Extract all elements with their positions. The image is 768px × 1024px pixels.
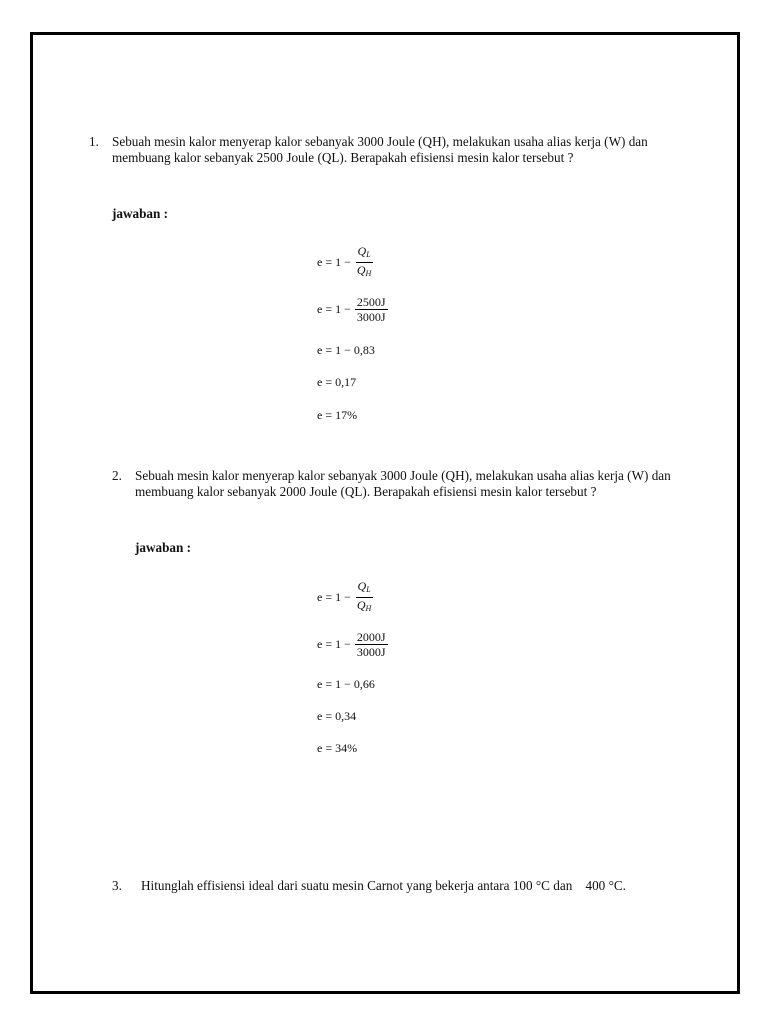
equation-step: e = 0,17 (317, 375, 357, 389)
question-number: 1. (89, 134, 99, 149)
numerator: 2000J (356, 630, 386, 644)
numerator: Q (357, 579, 367, 593)
numerator: Q (357, 244, 367, 258)
equation-formula (317, 244, 373, 281)
equation-result: e = 34% (317, 741, 358, 755)
equation-lhs: e = 1 − (317, 255, 351, 269)
equation-lhs: e = 1 − (317, 637, 351, 651)
equation-lhs: e = 1 − (317, 302, 351, 316)
equation-step: e = 0,34 (317, 709, 357, 723)
numerator: 2500J (356, 295, 386, 309)
fraction (355, 579, 373, 616)
numerator-subscript: L (366, 585, 371, 594)
equation-result: e = 17% (317, 408, 358, 422)
denominator: Q (356, 263, 366, 277)
denominator: 3000J (356, 645, 386, 659)
denominator: 3000J (356, 310, 386, 324)
equation-step: e = 1 − 0,83 (317, 343, 375, 357)
fraction (355, 244, 373, 281)
equation-substitution (317, 295, 388, 324)
equation-step: e = 1 − 0,66 (317, 677, 375, 691)
question-text: Sebuah mesin kalor menyerap kalor sebanyak 3000 Joule (QH), melakukan usaha alias kerja (W) dan membuang kalor sebanyak 2500 Joule (QL). Berapakah efisiensi mesin kalor tersebut ? (112, 134, 648, 165)
equation-substitution (317, 630, 388, 659)
denominator-subscript: H (365, 604, 372, 613)
question-text: Sebuah mesin kalor menyerap kalor sebanyak 3000 Joule (QH), melakukan usaha alias kerja (W) dan membuang kalor sebanyak 2000 Joule (QL). Berapakah efisiensi mesin kalor tersebut ? (135, 468, 671, 499)
denominator: Q (356, 598, 366, 612)
fraction (355, 630, 388, 659)
numerator-subscript: L (366, 250, 371, 259)
question-text: Hitunglah effisiensi ideal dari suatu mesin Carnot yang bekerja antara 100 °C dan 400 °C. (141, 878, 626, 893)
answer-label: jawaban : (135, 540, 192, 555)
answer-label: jawaban : (112, 206, 169, 221)
page-border (30, 32, 740, 994)
fraction (355, 295, 388, 324)
question-number: 3. (112, 878, 122, 893)
denominator-subscript: H (365, 269, 372, 278)
equation-formula (317, 579, 373, 616)
equation-lhs: e = 1 − (317, 590, 351, 604)
question-number: 2. (112, 468, 122, 483)
